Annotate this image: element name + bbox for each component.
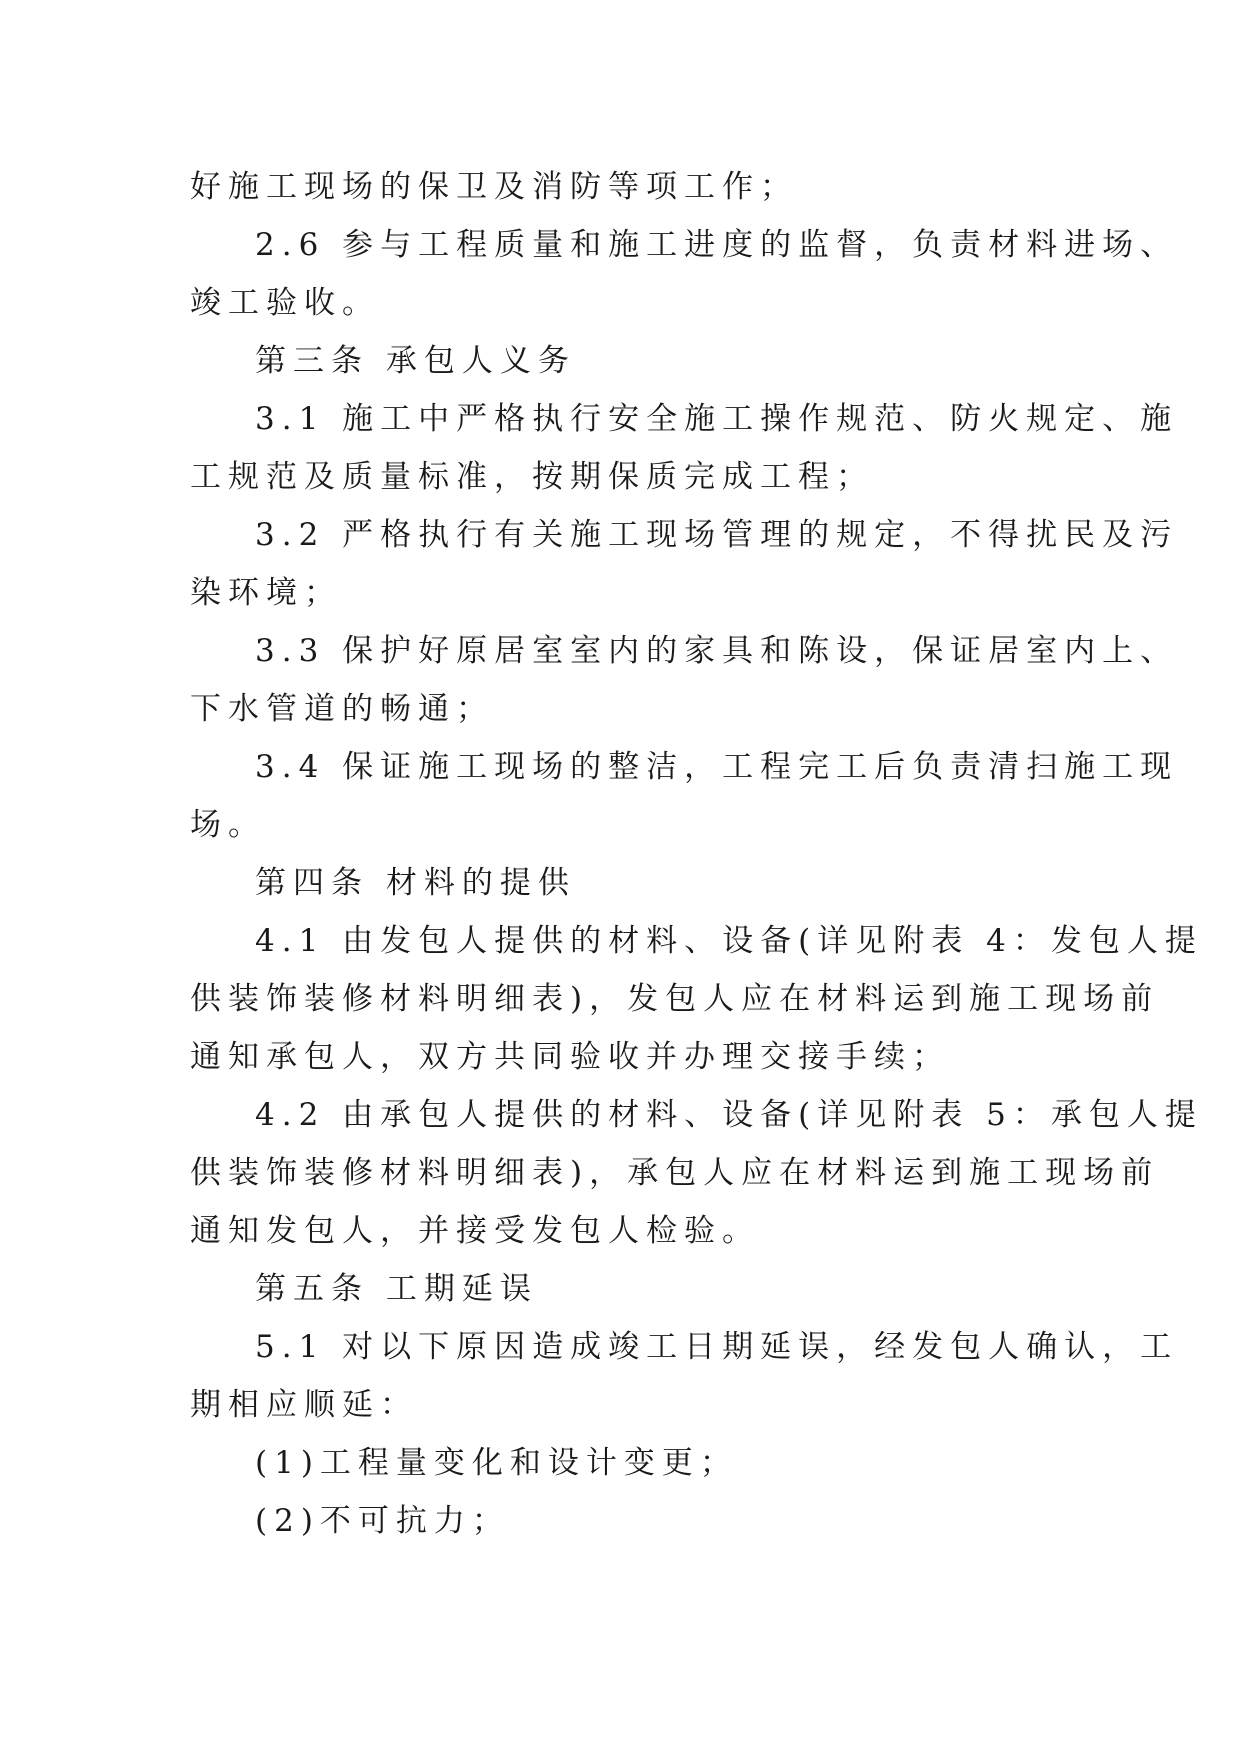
text-line: 染环境；: [190, 575, 342, 611]
article-3-heading: 第三条 承包人义务: [255, 343, 576, 379]
text-line: 竣工验收。: [190, 285, 380, 321]
text-line: 通知发包人，并接受发包人检验。: [190, 1213, 760, 1249]
list-item-2: (2)不可抗力；: [255, 1503, 510, 1539]
clause-3-1: 3.1 施工中严格执行安全施工操作规范、防火规定、施: [255, 401, 1179, 437]
article-4-heading: 第四条 材料的提供: [255, 865, 576, 901]
text-line: 通知承包人，双方共同验收并办理交接手续；: [190, 1039, 950, 1075]
clause-4-2: 4.2 由承包人提供的材料、设备(详见附表 5：承包人提: [255, 1097, 1203, 1133]
list-item-1: (1)工程量变化和设计变更；: [255, 1445, 738, 1481]
clause-4-1: 4.1 由发包人提供的材料、设备(详见附表 4：发包人提: [255, 923, 1203, 959]
text-line: 工规范及质量标准，按期保质完成工程；: [190, 459, 874, 495]
clause-3-4: 3.4 保证施工现场的整洁，工程完工后负责清扫施工现: [255, 749, 1179, 785]
text-line: 供装饰装修材料明细表)，承包人应在材料运到施工现场前: [190, 1155, 1160, 1191]
clause-5-1: 5.1 对以下原因造成竣工日期延误，经发包人确认，工: [255, 1329, 1179, 1365]
text-line: 下水管道的畅通；: [190, 691, 494, 727]
clause-3-3: 3.3 保护好原居室室内的家具和陈设，保证居室内上、: [255, 633, 1179, 669]
clause-3-2: 3.2 严格执行有关施工现场管理的规定，不得扰民及污: [255, 517, 1179, 553]
text-line: 期相应顺延：: [190, 1387, 418, 1423]
article-5-heading: 第五条 工期延误: [255, 1271, 538, 1307]
text-line: 好施工现场的保卫及消防等项工作；: [190, 169, 798, 205]
clause-2-6: 2.6 参与工程质量和施工进度的监督，负责材料进场、: [255, 227, 1179, 263]
text-line: 供装饰装修材料明细表)，发包人应在材料运到施工现场前: [190, 981, 1160, 1017]
text-line: 场。: [190, 807, 266, 843]
